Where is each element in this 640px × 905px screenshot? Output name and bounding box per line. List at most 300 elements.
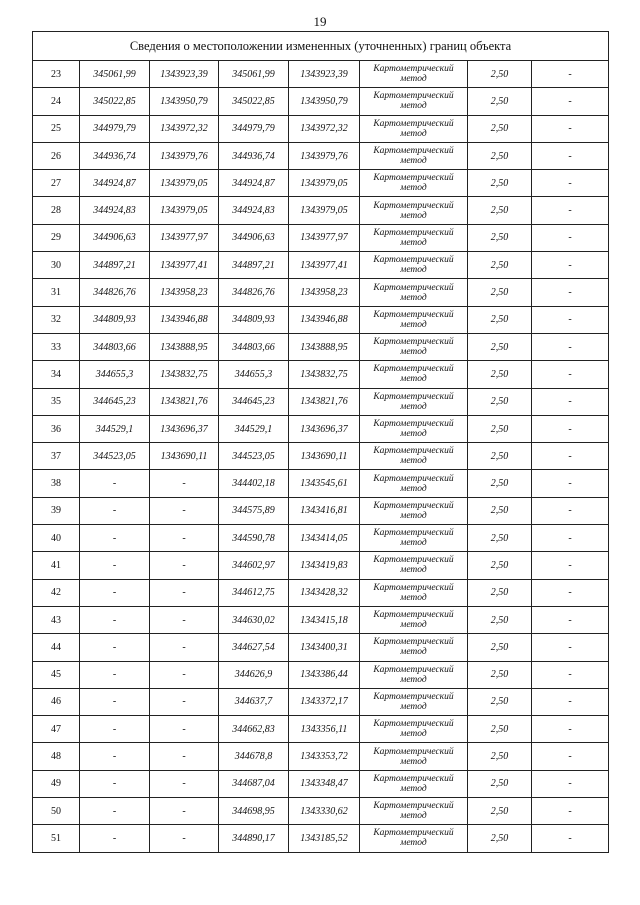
- old-y-cell: -: [150, 798, 219, 825]
- old-y-cell: -: [150, 688, 219, 715]
- old-y-cell: 1343977,41: [150, 252, 219, 279]
- accuracy-cell: 2,50: [468, 470, 532, 497]
- table-row: [33, 661, 609, 688]
- old-y-cell: 1343923,39: [150, 61, 219, 88]
- point-number-cell: 51: [33, 825, 80, 852]
- method-line2: метод: [400, 783, 427, 794]
- method-cell: [360, 606, 468, 633]
- method-line1: Картометрический: [373, 419, 454, 429]
- old-x-cell: 344803,66: [80, 333, 150, 360]
- old-y-cell: 1343979,05: [150, 170, 219, 197]
- method-cell: [360, 497, 468, 524]
- method-line1: Картометрический: [373, 309, 454, 320]
- point-number-cell: 38: [33, 470, 80, 497]
- point-number-cell: 41: [33, 552, 80, 579]
- description-cell: -: [532, 170, 609, 197]
- accuracy-cell: 2,50: [468, 306, 532, 333]
- method-line1: Картометрический: [373, 582, 454, 593]
- table-row: [33, 279, 609, 306]
- accuracy-cell: 2,50: [468, 388, 532, 415]
- accuracy-cell: 2,50: [468, 497, 532, 524]
- description-cell: -: [532, 798, 609, 825]
- old-y-cell: 1343821,76: [150, 388, 219, 415]
- method-line2: метод: [400, 538, 427, 549]
- old-x-cell: 344655,3: [80, 361, 150, 388]
- point-number-cell: 29: [33, 224, 80, 251]
- method-cell: [360, 88, 468, 115]
- description-cell: -: [532, 388, 609, 415]
- accuracy-cell: 2,50: [468, 115, 532, 142]
- old-y-cell: 1343950,79: [150, 88, 219, 115]
- accuracy-cell: 2,50: [468, 88, 532, 115]
- method-cell: [360, 716, 468, 743]
- old-x-cell: -: [80, 470, 150, 497]
- accuracy-cell: 2,50: [468, 142, 532, 169]
- table-row: [33, 470, 609, 497]
- old-x-cell: 344906,63: [80, 224, 150, 251]
- method-line1: Картометрический: [373, 118, 454, 129]
- new-y-cell: 1343821,76: [289, 388, 360, 415]
- new-y-cell: 1343977,97: [289, 224, 360, 251]
- method-line1: Картометрический: [373, 227, 454, 238]
- method-line1: Картометрический: [373, 528, 454, 539]
- accuracy-cell: 2,50: [468, 170, 532, 197]
- table-row: [33, 115, 609, 142]
- method-line2: метод: [400, 811, 427, 822]
- description-cell: -: [532, 224, 609, 251]
- point-number-cell: 48: [33, 743, 80, 770]
- table-row: [33, 306, 609, 333]
- method-cell: [360, 470, 468, 497]
- new-x-cell: 344627,54: [219, 634, 289, 661]
- method-line1: Картометрический: [373, 446, 454, 457]
- old-y-cell: -: [150, 470, 219, 497]
- point-number-cell: 46: [33, 688, 80, 715]
- point-number-cell: 30: [33, 252, 80, 279]
- new-x-cell: 344924,83: [219, 197, 289, 224]
- description-cell: -: [532, 716, 609, 743]
- method-line2: метод: [400, 374, 427, 385]
- method-cell: [360, 333, 468, 360]
- description-cell: -: [532, 88, 609, 115]
- new-x-cell: 344590,78: [219, 525, 289, 552]
- description-cell: -: [532, 306, 609, 333]
- description-cell: -: [532, 661, 609, 688]
- method-cell: [360, 688, 468, 715]
- method-line2: метод: [400, 565, 427, 576]
- method-line2: метод: [400, 210, 427, 221]
- method-line2: метод: [400, 156, 427, 167]
- method-cell: [360, 579, 468, 606]
- method-cell: [360, 142, 468, 169]
- old-y-cell: -: [150, 634, 219, 661]
- method-cell: [360, 798, 468, 825]
- method-line2: метод: [400, 292, 427, 303]
- old-y-cell: 1343690,11: [150, 443, 219, 470]
- accuracy-cell: 2,50: [468, 743, 532, 770]
- accuracy-cell: 2,50: [468, 688, 532, 715]
- old-x-cell: -: [80, 770, 150, 797]
- method-cell: [360, 661, 468, 688]
- table-row: [33, 197, 609, 224]
- table-row: [33, 142, 609, 169]
- new-x-cell: 344402,18: [219, 470, 289, 497]
- method-line2: метод: [400, 620, 427, 631]
- table-row: [33, 579, 609, 606]
- table-row: [33, 606, 609, 633]
- point-number-cell: 23: [33, 61, 80, 88]
- new-y-cell: 1343353,72: [289, 743, 360, 770]
- old-x-cell: 344924,83: [80, 197, 150, 224]
- new-y-cell: 1343400,31: [289, 634, 360, 661]
- new-y-cell: 1343185,52: [289, 825, 360, 852]
- method-line2: метод: [400, 674, 427, 685]
- method-line1: Картометрический: [373, 500, 454, 511]
- table-row: [33, 716, 609, 743]
- method-line1: Картометрический: [373, 828, 454, 839]
- new-y-cell: 1343348,47: [289, 770, 360, 797]
- old-y-cell: 1343946,88: [150, 306, 219, 333]
- new-x-cell: 344803,66: [219, 333, 289, 360]
- new-x-cell: 344698,95: [219, 798, 289, 825]
- old-x-cell: 344979,79: [80, 115, 150, 142]
- table-row: [33, 61, 609, 88]
- new-y-cell: 1343414,05: [289, 525, 360, 552]
- description-cell: -: [532, 279, 609, 306]
- point-number-cell: 37: [33, 443, 80, 470]
- method-line2: метод: [400, 74, 427, 85]
- method-cell: [360, 306, 468, 333]
- table-row: [33, 798, 609, 825]
- method-line2: метод: [400, 456, 427, 467]
- new-x-cell: 344637,7: [219, 688, 289, 715]
- method-line1: Картометрический: [373, 337, 454, 348]
- method-line2: метод: [400, 319, 427, 330]
- old-x-cell: 345022,85: [80, 88, 150, 115]
- table-row: [33, 415, 609, 442]
- point-number-cell: 27: [33, 170, 80, 197]
- new-y-cell: 1343416,81: [289, 497, 360, 524]
- method-line1: Картометрический: [373, 555, 454, 566]
- old-x-cell: -: [80, 525, 150, 552]
- accuracy-cell: 2,50: [468, 415, 532, 442]
- new-x-cell: 345061,99: [219, 61, 289, 88]
- method-line1: Картометрический: [373, 391, 454, 402]
- old-y-cell: 1343972,32: [150, 115, 219, 142]
- description-cell: -: [532, 525, 609, 552]
- old-y-cell: 1343977,97: [150, 224, 219, 251]
- new-y-cell: 1343372,17: [289, 688, 360, 715]
- point-number-cell: 40: [33, 525, 80, 552]
- point-number-cell: 24: [33, 88, 80, 115]
- new-x-cell: 344602,97: [219, 552, 289, 579]
- method-cell: [360, 61, 468, 88]
- accuracy-cell: 2,50: [468, 798, 532, 825]
- new-y-cell: 1343545,61: [289, 470, 360, 497]
- point-number-cell: 47: [33, 716, 80, 743]
- accuracy-cell: 2,50: [468, 552, 532, 579]
- method-cell: [360, 252, 468, 279]
- method-line1: Картометрический: [373, 364, 454, 375]
- old-y-cell: -: [150, 716, 219, 743]
- description-cell: -: [532, 197, 609, 224]
- method-cell: [360, 743, 468, 770]
- point-number-cell: 36: [33, 415, 80, 442]
- table-row: [33, 688, 609, 715]
- method-line1: Картометрический: [373, 146, 454, 157]
- new-y-cell: 1343832,75: [289, 361, 360, 388]
- new-y-cell: 1343415,18: [289, 606, 360, 633]
- method-cell: [360, 552, 468, 579]
- new-y-cell: 1343888,95: [289, 333, 360, 360]
- old-x-cell: -: [80, 552, 150, 579]
- new-x-cell: 344924,87: [219, 170, 289, 197]
- new-x-cell: 344612,75: [219, 579, 289, 606]
- method-cell: [360, 634, 468, 661]
- new-y-cell: 1343419,83: [289, 552, 360, 579]
- accuracy-cell: 2,50: [468, 716, 532, 743]
- description-cell: -: [532, 579, 609, 606]
- method-line1: Картометрический: [373, 691, 454, 702]
- new-x-cell: 344678,8: [219, 743, 289, 770]
- method-line2: метод: [400, 429, 427, 439]
- method-line1: Картометрический: [373, 200, 454, 211]
- accuracy-cell: 2,50: [468, 661, 532, 688]
- point-number-cell: 26: [33, 142, 80, 169]
- method-cell: [360, 825, 468, 852]
- new-y-cell: 1343979,76: [289, 142, 360, 169]
- method-line1: Картометрический: [373, 746, 454, 757]
- new-y-cell: 1343690,11: [289, 443, 360, 470]
- old-x-cell: 344523,05: [80, 443, 150, 470]
- method-cell: [360, 415, 468, 442]
- old-x-cell: 344826,76: [80, 279, 150, 306]
- method-line1: Картометрический: [373, 91, 454, 102]
- old-y-cell: -: [150, 606, 219, 633]
- new-x-cell: 344529,1: [219, 415, 289, 442]
- old-y-cell: 1343979,76: [150, 142, 219, 169]
- old-x-cell: 344645,23: [80, 388, 150, 415]
- method-line2: метод: [400, 701, 427, 712]
- new-x-cell: 344897,21: [219, 252, 289, 279]
- method-line1: Картометрический: [373, 801, 454, 812]
- method-line2: метод: [400, 483, 427, 494]
- old-x-cell: 345061,99: [80, 61, 150, 88]
- method-cell: [360, 388, 468, 415]
- point-number-cell: 45: [33, 661, 80, 688]
- new-y-cell: 1343428,32: [289, 579, 360, 606]
- new-x-cell: 344630,02: [219, 606, 289, 633]
- accuracy-cell: 2,50: [468, 333, 532, 360]
- method-cell: [360, 361, 468, 388]
- table-row: [33, 525, 609, 552]
- old-x-cell: -: [80, 497, 150, 524]
- method-cell: [360, 279, 468, 306]
- new-x-cell: 344809,93: [219, 306, 289, 333]
- new-x-cell: 344662,83: [219, 716, 289, 743]
- method-cell: [360, 197, 468, 224]
- old-x-cell: 344809,93: [80, 306, 150, 333]
- table-row: [33, 224, 609, 251]
- accuracy-cell: 2,50: [468, 279, 532, 306]
- old-y-cell: 1343696,37: [150, 415, 219, 442]
- old-x-cell: -: [80, 825, 150, 852]
- page-number: 19: [313, 14, 327, 29]
- old-x-cell: -: [80, 716, 150, 743]
- table-row: [33, 825, 609, 852]
- new-x-cell: 345022,85: [219, 88, 289, 115]
- new-x-cell: 344575,89: [219, 497, 289, 524]
- new-x-cell: 344523,05: [219, 443, 289, 470]
- point-number-cell: 28: [33, 197, 80, 224]
- accuracy-cell: 2,50: [468, 525, 532, 552]
- accuracy-cell: 2,50: [468, 579, 532, 606]
- method-line2: метод: [400, 128, 427, 139]
- new-y-cell: 1343977,41: [289, 252, 360, 279]
- point-number-cell: 33: [33, 333, 80, 360]
- new-y-cell: 1343950,79: [289, 88, 360, 115]
- description-cell: -: [532, 470, 609, 497]
- old-y-cell: 1343979,05: [150, 197, 219, 224]
- method-cell: [360, 170, 468, 197]
- accuracy-cell: 2,50: [468, 770, 532, 797]
- old-y-cell: -: [150, 770, 219, 797]
- method-cell: [360, 224, 468, 251]
- old-y-cell: 1343832,75: [150, 361, 219, 388]
- new-y-cell: 1343958,23: [289, 279, 360, 306]
- description-cell: -: [532, 443, 609, 470]
- method-line1: Картометрический: [373, 64, 454, 75]
- accuracy-cell: 2,50: [468, 634, 532, 661]
- table-row: [33, 443, 609, 470]
- old-x-cell: -: [80, 688, 150, 715]
- new-x-cell: 344645,23: [219, 388, 289, 415]
- method-line1: Картометрический: [373, 664, 454, 675]
- description-cell: -: [532, 825, 609, 852]
- method-line1: Картометрический: [373, 719, 454, 730]
- method-cell: [360, 115, 468, 142]
- boundary-coordinates-table: [32, 31, 609, 853]
- method-line1: Картометрический: [373, 282, 454, 293]
- accuracy-cell: 2,50: [468, 443, 532, 470]
- old-y-cell: -: [150, 497, 219, 524]
- new-x-cell: 344890,17: [219, 825, 289, 852]
- point-number-cell: 39: [33, 497, 80, 524]
- method-line1: Картометрический: [373, 255, 454, 266]
- point-number-cell: 43: [33, 606, 80, 633]
- description-cell: -: [532, 634, 609, 661]
- description-cell: -: [532, 333, 609, 360]
- new-x-cell: 344826,76: [219, 279, 289, 306]
- new-y-cell: 1343696,37: [289, 415, 360, 442]
- method-line2: метод: [400, 729, 427, 740]
- point-number-cell: 34: [33, 361, 80, 388]
- old-x-cell: -: [80, 661, 150, 688]
- point-number-cell: 42: [33, 579, 80, 606]
- description-cell: -: [532, 252, 609, 279]
- description-cell: -: [532, 115, 609, 142]
- description-cell: -: [532, 415, 609, 442]
- new-y-cell: 1343356,11: [289, 716, 360, 743]
- old-x-cell: 344529,1: [80, 415, 150, 442]
- method-line1: Картометрический: [373, 473, 454, 484]
- point-number-cell: 25: [33, 115, 80, 142]
- new-y-cell: 1343972,32: [289, 115, 360, 142]
- point-number-cell: 35: [33, 388, 80, 415]
- new-y-cell: 1343979,05: [289, 170, 360, 197]
- point-number-cell: 32: [33, 306, 80, 333]
- old-y-cell: -: [150, 525, 219, 552]
- method-line2: метод: [400, 401, 427, 412]
- table-row: [33, 388, 609, 415]
- method-line2: метод: [400, 647, 427, 658]
- old-y-cell: -: [150, 661, 219, 688]
- method-line2: метод: [400, 101, 427, 112]
- accuracy-cell: 2,50: [468, 252, 532, 279]
- table-row: [33, 497, 609, 524]
- method-line1: Картометрический: [373, 173, 454, 184]
- method-line2: метод: [400, 756, 427, 767]
- table-row: [33, 361, 609, 388]
- method-cell: [360, 525, 468, 552]
- old-x-cell: 344936,74: [80, 142, 150, 169]
- old-x-cell: -: [80, 743, 150, 770]
- description-cell: -: [532, 770, 609, 797]
- description-cell: -: [532, 743, 609, 770]
- new-y-cell: 1343923,39: [289, 61, 360, 88]
- old-x-cell: 344897,21: [80, 252, 150, 279]
- description-cell: -: [532, 61, 609, 88]
- new-y-cell: 1343330,62: [289, 798, 360, 825]
- point-number-cell: 31: [33, 279, 80, 306]
- accuracy-cell: 2,50: [468, 224, 532, 251]
- table-row: [33, 770, 609, 797]
- new-y-cell: 1343946,88: [289, 306, 360, 333]
- method-line2: метод: [400, 183, 427, 194]
- old-y-cell: -: [150, 825, 219, 852]
- accuracy-cell: 2,50: [468, 825, 532, 852]
- old-y-cell: 1343958,23: [150, 279, 219, 306]
- new-y-cell: 1343386,44: [289, 661, 360, 688]
- method-line1: Картометрический: [373, 773, 454, 784]
- description-cell: -: [532, 361, 609, 388]
- point-number-cell: 50: [33, 798, 80, 825]
- table-row: [33, 552, 609, 579]
- table-row: [33, 634, 609, 661]
- point-number-cell: 49: [33, 770, 80, 797]
- old-x-cell: -: [80, 579, 150, 606]
- table-row: [33, 333, 609, 360]
- description-cell: -: [532, 606, 609, 633]
- old-y-cell: 1343888,95: [150, 333, 219, 360]
- new-x-cell: 344936,74: [219, 142, 289, 169]
- accuracy-cell: 2,50: [468, 197, 532, 224]
- old-x-cell: -: [80, 634, 150, 661]
- description-cell: -: [532, 142, 609, 169]
- method-line1: Картометрический: [373, 610, 454, 621]
- old-y-cell: -: [150, 552, 219, 579]
- old-x-cell: -: [80, 798, 150, 825]
- method-cell: [360, 443, 468, 470]
- table-row: [33, 170, 609, 197]
- table-row: [33, 743, 609, 770]
- old-x-cell: -: [80, 606, 150, 633]
- new-x-cell: 344655,3: [219, 361, 289, 388]
- method-cell: [360, 770, 468, 797]
- method-line2: метод: [400, 237, 427, 248]
- description-cell: -: [532, 688, 609, 715]
- table-row: [33, 88, 609, 115]
